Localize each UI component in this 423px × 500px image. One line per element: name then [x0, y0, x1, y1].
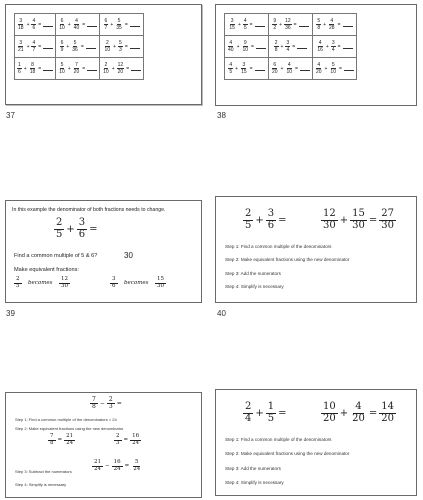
step-2: Step 2: Make equivalent fractions using the new denominator: [225, 451, 350, 456]
solution-expression: $\frac{12}{30}$ + $\frac{15}{30}$ = $\frac{27}{30}$: [323, 208, 394, 231]
fraction-b: $\frac{4}{5}$: [243, 18, 247, 31]
worksheet-table-37: [14, 13, 144, 80]
step-2: Step 2: Make equivalent fractions using the new denominator: [15, 426, 124, 431]
fraction-a: 1 6: [18, 62, 21, 75]
slide-number-38: 38: [217, 111, 226, 120]
operator: +: [26, 21, 30, 28]
operator: +: [66, 43, 70, 50]
fraction-b: $\frac{3}{15}$: [241, 62, 247, 75]
fraction-b: $\frac{5}{3}$: [119, 40, 122, 53]
equals-sign: =: [124, 43, 128, 50]
answer-blank[interactable]: [255, 67, 265, 71]
fraction-a: 6 10: [59, 18, 65, 31]
fraction-b: $\frac{5}{10}$: [330, 62, 336, 75]
fraction-b: $\frac{4}{40}$: [73, 18, 80, 31]
problem-cell: [56, 14, 100, 36]
fraction-problem: [271, 18, 310, 31]
answer-blank[interactable]: [130, 23, 140, 27]
fraction-problem: [17, 18, 53, 31]
fraction-b: $\frac{12}{20}$: [117, 62, 124, 75]
equals-sign: =: [249, 21, 253, 28]
equals-sign: =: [292, 43, 296, 50]
problem-cell: [15, 36, 56, 58]
problem-cell: [56, 58, 100, 80]
answer-blank[interactable]: [87, 23, 97, 27]
fraction-b: $\frac{4}{6}$: [32, 18, 36, 31]
worksheet-row: [225, 36, 357, 58]
fraction-a: 4 16: [317, 40, 323, 53]
problem-cell: [15, 14, 56, 36]
operator: +: [280, 65, 284, 72]
equals-sign: =: [338, 65, 342, 72]
equals-sign: =: [249, 65, 253, 72]
answer-blank[interactable]: [299, 23, 309, 27]
fraction-problem: [271, 62, 310, 75]
slide-number-40: 40: [217, 309, 226, 318]
operator: +: [67, 21, 71, 28]
fraction-problem: [17, 62, 53, 75]
fraction-a: 2 8: [274, 40, 278, 53]
problem-cell: [100, 36, 144, 58]
operator: +: [325, 43, 329, 50]
fraction-a: 2 10: [103, 62, 109, 75]
slide-37-thumbnail[interactable]: [5, 4, 202, 105]
operator: +: [280, 43, 284, 50]
worksheet-row: [225, 14, 357, 36]
operator: +: [237, 21, 241, 28]
equivalent-2: $\frac{2}{3}$ = $\frac{16}{24}$: [116, 433, 140, 446]
equals-sign: =: [126, 65, 130, 72]
fraction-problem: [102, 18, 141, 31]
operator: +: [279, 21, 283, 28]
operator: +: [26, 43, 30, 50]
fraction-a: 3 18: [18, 18, 24, 31]
subtract-expression: $\frac{21}{24}$ − $\frac{16}{24}$ = $\frac{5}{24}$: [94, 459, 141, 472]
fraction-a: 3 15: [229, 18, 235, 31]
worksheet-row: [15, 58, 144, 80]
operator: +: [236, 43, 240, 50]
step-4: Step 4: Simplify is necessary: [225, 480, 284, 485]
fraction-problem: [102, 62, 141, 75]
find-multiple-text: Find a common multiple of 5 & 6?: [14, 253, 98, 259]
problem-cell: [225, 58, 269, 80]
fraction-a: 2 10: [104, 40, 111, 53]
fraction-a: 5 10: [59, 62, 65, 75]
problem-cell: [312, 58, 356, 80]
slide-41-thumbnail[interactable]: [5, 392, 202, 498]
slide-number-37: 37: [6, 111, 15, 120]
equals-sign: =: [38, 65, 42, 72]
step-4: Step 4: Simplify is necessary: [15, 482, 67, 487]
fraction-b: $\frac{12}{36}$: [285, 18, 291, 31]
equals-sign: =: [337, 43, 341, 50]
problem-expression: $\frac{2}{5}$ + $\frac{3}{6}$ =: [245, 208, 287, 231]
step-1: Step 1: Find a common multiple of the denominators = 24: [15, 417, 117, 422]
operator: +: [110, 21, 114, 28]
answer-blank[interactable]: [300, 67, 310, 71]
step-1: Step 1: Find a common multiple of the denominators: [225, 244, 332, 249]
step-4: Step 4: Simplify is necessary: [225, 284, 284, 289]
equivalent-1: $\frac{2}{5}$ becomes $\frac{12}{30}$: [16, 276, 69, 289]
answer-blank[interactable]: [255, 23, 265, 27]
equals-sign: =: [337, 21, 341, 28]
fraction-a: 4 20: [315, 62, 322, 75]
fraction-problem: [271, 40, 310, 53]
fraction-b: $\frac{9}{10}$: [242, 40, 249, 53]
step-3: Step 3: Add the numerators: [225, 271, 281, 276]
equivalent-1: $\frac{7}{8}$ = $\frac{21}{24}$: [50, 433, 74, 446]
fraction-problem: [315, 18, 354, 31]
fraction-problem: [227, 18, 266, 31]
fraction-a: 4 40: [228, 40, 234, 53]
fraction-problem: [17, 40, 53, 53]
worksheet-row: [15, 36, 144, 58]
operator: +: [113, 43, 117, 50]
answer-blank[interactable]: [43, 23, 53, 27]
equals-sign: =: [295, 65, 298, 72]
fraction-b: $\frac{4}{7}$: [32, 40, 36, 53]
operator: +: [323, 21, 327, 28]
answer-blank[interactable]: [297, 45, 307, 49]
fraction-a: 3 21: [18, 40, 24, 53]
operator: +: [23, 65, 27, 72]
make-equivalent-text: Make equivalent fractions:: [14, 267, 79, 273]
problem-cell: [225, 36, 269, 58]
equals-sign: =: [82, 21, 86, 28]
answer-blank[interactable]: [344, 67, 354, 71]
solution-expression: $\frac{10}{20}$ + $\frac{4}{20}$ = $\frac{14}{20}$: [323, 401, 394, 424]
slide-39-thumbnail[interactable]: [5, 200, 202, 303]
equals-sign: =: [38, 21, 42, 28]
answer-blank[interactable]: [43, 67, 53, 71]
worksheet-row: [15, 14, 144, 36]
fraction-a: 6 20: [271, 62, 278, 75]
answer-blank[interactable]: [256, 45, 266, 49]
problem-cell: [100, 14, 144, 36]
problem-cell: [100, 58, 144, 80]
intro-text: In this example the denominator of both fractions needs to change.: [12, 207, 166, 213]
fraction-problem: [315, 62, 354, 75]
answer-blank[interactable]: [87, 67, 97, 71]
equals-sign: =: [293, 21, 297, 28]
problem-expression: $\frac{7}{8}$ − $\frac{2}{3}$ =: [92, 396, 122, 411]
answer-blank[interactable]: [343, 45, 353, 49]
fraction-problem: [102, 40, 141, 53]
equals-sign: =: [80, 43, 84, 50]
fraction-b: $\frac{8}{18}$: [29, 62, 36, 75]
answer-blank[interactable]: [43, 45, 53, 49]
fraction-b: $\frac{5}{36}$: [72, 40, 78, 53]
problem-cell: [56, 36, 100, 58]
problem-cell: [268, 14, 312, 36]
answer-30: 30: [124, 251, 133, 260]
problem-cell: [312, 14, 356, 36]
main-expression: $\frac{2}{5}$ + $\frac{3}{6}$ =: [56, 217, 98, 240]
fraction-b: $\frac{5}{35}$: [116, 18, 122, 31]
fraction-b: $\frac{3}{4}$: [331, 40, 335, 53]
equals-sign: =: [82, 65, 86, 72]
worksheet-row: [225, 58, 357, 80]
answer-blank[interactable]: [130, 45, 140, 49]
fraction-problem: [315, 40, 354, 53]
slide-number-39: 39: [6, 309, 15, 318]
answer-blank[interactable]: [343, 23, 353, 27]
fraction-problem: [58, 40, 97, 53]
problem-cell: [225, 14, 269, 36]
step-2: Step 2: Make equivalent fractions using the new denominator: [225, 257, 350, 262]
fraction-problem: [227, 62, 266, 75]
problem-cell: [268, 58, 312, 80]
fraction-a: 4 5: [229, 62, 233, 75]
problem-cell: [15, 58, 56, 80]
fraction-b: $\frac{4}{28}$: [329, 18, 335, 31]
fraction-b: $\frac{3}{4}$: [286, 40, 290, 53]
slide-42-thumbnail[interactable]: [215, 389, 417, 496]
equals-sign: =: [124, 21, 128, 28]
step-3: Step 3: Subtract the numerators: [15, 469, 72, 474]
fraction-problem: [58, 18, 97, 31]
step-1: Step 1: Find a common multiple of the denominators: [225, 437, 332, 442]
problem-expression: $\frac{2}{4}$ + $\frac{1}{5}$ =: [245, 401, 287, 424]
fraction-a: 9 2: [273, 18, 277, 31]
answer-blank[interactable]: [131, 67, 141, 71]
fraction-problem: [58, 62, 97, 75]
worksheet-table-38: [224, 13, 357, 80]
problem-cell: [268, 36, 312, 58]
problem-cell: [312, 36, 356, 58]
fraction-a: 6 9: [60, 40, 64, 53]
operator: +: [111, 65, 115, 72]
answer-blank[interactable]: [86, 45, 96, 49]
fraction-b: $\frac{4}{10}$: [286, 62, 293, 75]
equals-sign: =: [38, 43, 42, 50]
equals-sign: =: [251, 43, 254, 50]
step-3: Step 3: Add the numerators: [225, 466, 281, 471]
operator: +: [235, 65, 239, 72]
fraction-a: 6 7: [104, 18, 108, 31]
slide-40-thumbnail[interactable]: [215, 196, 417, 303]
operator: +: [324, 65, 328, 72]
equivalent-2: $\frac{3}{6}$ becomes $\frac{15}{30}$: [112, 276, 165, 289]
slide-38-thumbnail[interactable]: [215, 4, 417, 106]
fraction-b: $\frac{7}{20}$: [73, 62, 80, 75]
fraction-problem: [227, 40, 266, 53]
fraction-a: 5 8: [317, 18, 321, 31]
operator: +: [67, 65, 71, 72]
